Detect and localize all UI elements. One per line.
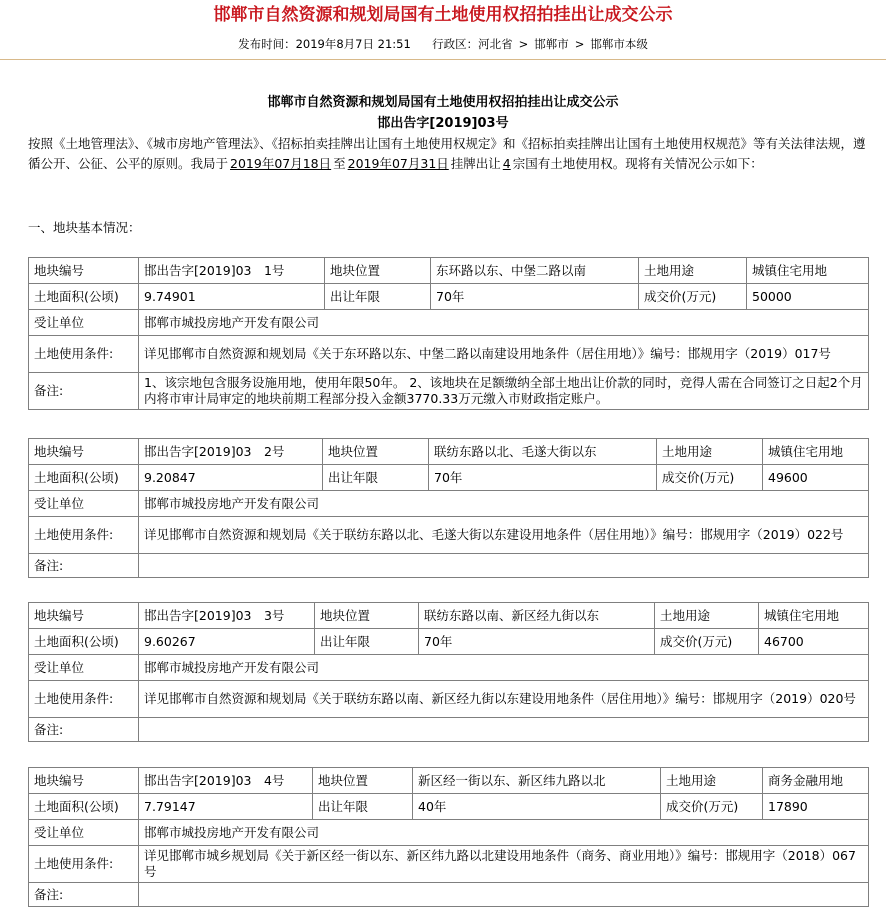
parcel-price: 49600 [763,465,869,491]
table-row [29,284,869,310]
parcel-term: 70年 [419,629,655,655]
table-row [29,718,869,742]
label-remarks: 备注: [29,373,139,410]
region-city-link[interactable]: 邯郸市 [534,37,569,51]
table-row [29,883,869,907]
breadcrumb-separator: > [574,37,585,51]
label-area: 土地面积(公顷) [29,629,139,655]
label-parcel-no: 地块编号 [29,603,139,629]
date-to: 2019年07月31日 [347,156,449,171]
parcel-location: 联纺东路以北、毛遂大街以东 [429,439,657,465]
parcel-no: 邯出告字[2019]03 2号 [139,439,323,465]
label-term: 出让年限 [323,465,429,491]
label-price: 成交价(万元) [661,794,763,820]
intro-paragraph [28,134,876,174]
region-province-link[interactable]: 河北省 [478,37,513,51]
label-remarks: 备注: [29,554,139,578]
table-row [29,373,869,410]
parcel-location: 新区经一街以东、新区纬九路以北 [413,768,661,794]
parcel-grantee: 邯郸市城投房地产开发有限公司 [139,655,869,681]
label-location: 地块位置 [315,603,419,629]
parcel-remarks [139,554,869,578]
label-land-use: 土地用途 [661,768,763,794]
parcel-term: 70年 [431,284,639,310]
parcel-area: 9.20847 [139,465,323,491]
parcel-table [28,438,869,578]
header-divider [0,59,886,60]
label-term: 出让年限 [313,794,413,820]
intro-text: 至 [333,156,346,171]
table-row [29,258,869,284]
table-row [29,603,869,629]
label-price: 成交价(万元) [639,284,747,310]
section-title: 一、地块基本情况： [28,220,141,235]
publish-meta [0,36,886,52]
label-land-use: 土地用途 [639,258,747,284]
label-land-use: 土地用途 [657,439,763,465]
parcel-price: 50000 [747,284,869,310]
parcel-term: 40年 [413,794,661,820]
page-title: 邯郸市自然资源和规划局国有土地使用权招拍挂出让成交公示 [213,5,673,25]
table-row [29,768,869,794]
table-row [29,465,869,491]
parcel-location: 东环路以东、中堡二路以南 [431,258,639,284]
table-row [29,491,869,517]
parcel-no: 邯出告字[2019]03 1号 [139,258,325,284]
parcel-land-use: 城镇住宅用地 [747,258,869,284]
region-label: 行政区： [432,37,479,51]
parcel-table [28,257,869,410]
parcel-table [28,602,869,742]
label-term: 出让年限 [315,629,419,655]
parcel-land-use: 城镇住宅用地 [759,603,869,629]
table-row [29,310,869,336]
label-area: 土地面积(公顷) [29,284,139,310]
date-from: 2019年07月18日 [230,156,332,171]
table-row [29,554,869,578]
table-row [29,517,869,554]
label-parcel-no: 地块编号 [29,258,139,284]
table-row [29,655,869,681]
parcel-price: 17890 [763,794,869,820]
table-row [29,336,869,373]
label-price: 成交价(万元) [657,465,763,491]
label-location: 地块位置 [313,768,413,794]
parcel-remarks: 1、该宗地包含服务设施用地，使用年限50年。 2、该地块在足额缴纳全部土地出让价款的同时，竞得人需在合同签订之日起2个月内将市审计局审定的地块前期工程部分投入金额3770.33万元缴入市财政指定账户。 [139,373,869,410]
table-row [29,439,869,465]
parcel-area: 9.60267 [139,629,315,655]
label-price: 成交价(万元) [655,629,759,655]
parcel-remarks [139,883,869,907]
label-location: 地块位置 [325,258,431,284]
parcel-conditions: 详见邯郸市自然资源和规划局《关于联纺东路以北、毛遂大街以东建设用地条件（居住用地）》编号：邯规用字（2019）022号 [139,517,869,554]
parcel-remarks [139,718,869,742]
parcel-no: 邯出告字[2019]03 3号 [139,603,315,629]
parcel-term: 70年 [429,465,657,491]
parcel-table [28,767,869,907]
parcel-grantee: 邯郸市城投房地产开发有限公司 [139,820,869,846]
label-grantee: 受让单位 [29,310,139,336]
parcel-no: 邯出告字[2019]03 4号 [139,768,313,794]
table-row [29,820,869,846]
label-conditions: 土地使用条件: [29,517,139,554]
table-row [29,681,869,718]
parcel-conditions: 详见邯郸市城乡规划局《关于新区经一街以东、新区纬九路以北建设用地条件（商务、商业用地）》编号：邯规用字（2018）067号 [139,846,869,883]
parcel-conditions: 详见邯郸市自然资源和规划局《关于东环路以东、中堡二路以南建设用地条件（居住用地）》编号：邯规用字（2019）017号 [139,336,869,373]
breadcrumb-separator: > [518,37,529,51]
parcel-grantee: 邯郸市城投房地产开发有限公司 [139,310,869,336]
label-location: 地块位置 [323,439,429,465]
parcel-conditions: 详见邯郸市自然资源和规划局《关于联纺东路以南、新区经九街以东建设用地条件（居住用地）》编号：邯规用字（2019）020号 [139,681,869,718]
parcel-land-use: 城镇住宅用地 [763,439,869,465]
parcel-location: 联纺东路以南、新区经九街以东 [419,603,655,629]
intro-text: 宗国有土地使用权。现将有关情况公示如下： [512,156,763,171]
label-land-use: 土地用途 [655,603,759,629]
table-row [29,629,869,655]
parcel-price: 46700 [759,629,869,655]
table-row [29,794,869,820]
label-parcel-no: 地块编号 [29,439,139,465]
table-row [29,846,869,883]
parcel-grantee: 邯郸市城投房地产开发有限公司 [139,491,869,517]
label-conditions: 土地使用条件: [29,846,139,883]
parcel-land-use: 商务金融用地 [763,768,869,794]
publish-time: 发布时间：2019年8月7日 21:51 [238,37,411,51]
label-remarks: 备注: [29,883,139,907]
label-remarks: 备注: [29,718,139,742]
label-parcel-no: 地块编号 [29,768,139,794]
parcel-area: 7.79147 [139,794,313,820]
label-area: 土地面积(公顷) [29,794,139,820]
parcel-count: 4 [502,156,511,171]
label-grantee: 受让单位 [29,820,139,846]
notice-heading: 邯郸市自然资源和规划局国有土地使用权招拍挂出让成交公示 [267,95,619,110]
region-local-link[interactable]: 邯郸市本级 [590,37,648,51]
label-grantee: 受让单位 [29,491,139,517]
label-area: 土地面积(公顷) [29,465,139,491]
label-term: 出让年限 [325,284,431,310]
parcel-area: 9.74901 [139,284,325,310]
intro-text: 挂牌出让 [450,156,501,171]
intro-text: 按照《土地管理法》、《城市房地产管理法》、《招标拍卖挂牌出让国有土地使用权规定》和《招标拍卖挂牌出让国有土地使用权规范》等有关法律法规，遵循公开、公征、公平的原则。我局于 [28,136,866,171]
label-conditions: 土地使用条件: [29,336,139,373]
label-conditions: 土地使用条件: [29,681,139,718]
label-grantee: 受让单位 [29,655,139,681]
notice-number: 邯出告字[2019]03号 [377,116,509,131]
